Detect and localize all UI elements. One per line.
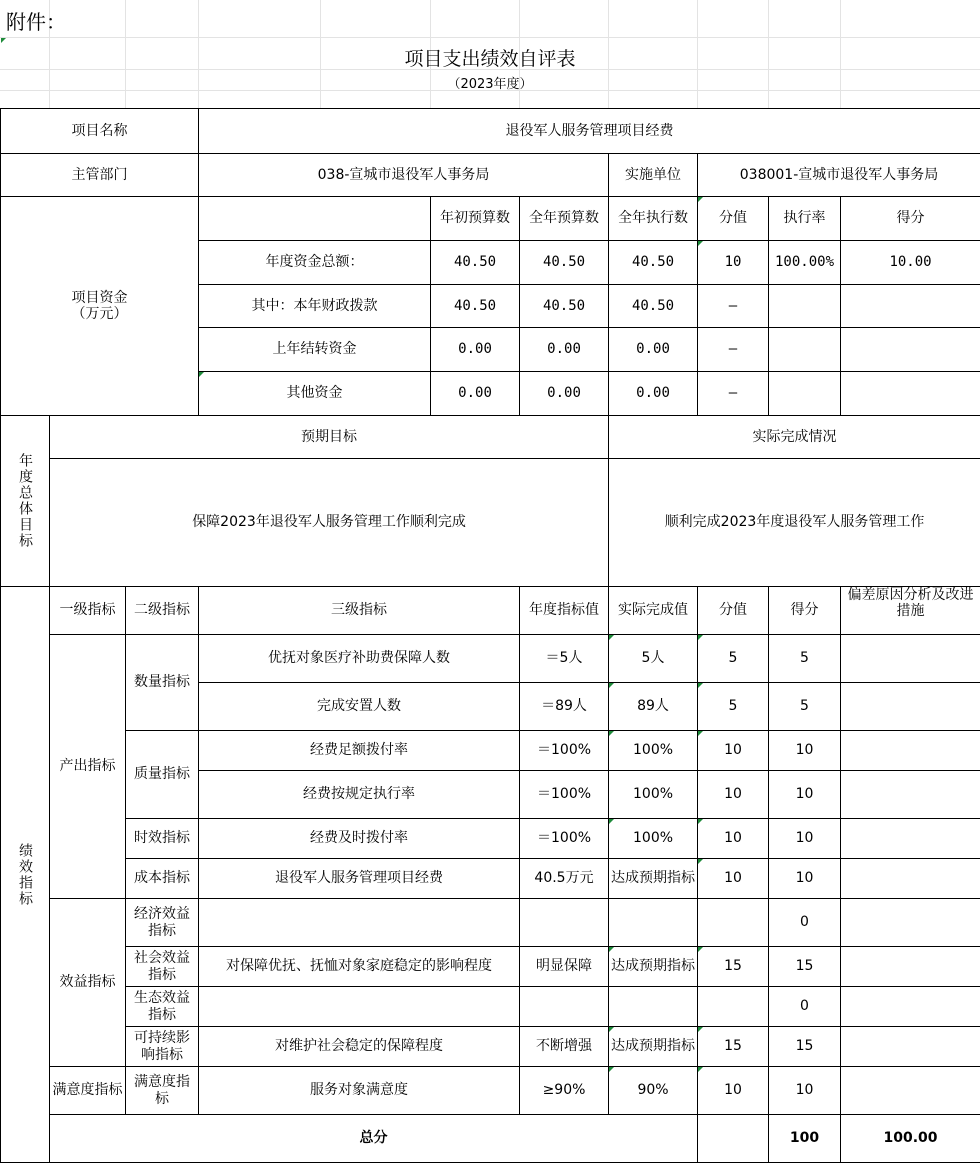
funds-executed[interactable]: 40.50: [609, 241, 698, 285]
target-value[interactable]: 不断增强: [520, 1027, 609, 1067]
total-label: 总分: [50, 1115, 698, 1163]
funds-header-row: [1, 197, 980, 241]
dept-label: 主管部门: [1, 154, 199, 197]
score-value[interactable]: 10: [698, 1067, 769, 1115]
funds-annual[interactable]: 0.00: [520, 372, 609, 416]
level2-social: 社会效益指标: [126, 947, 199, 987]
funds-score[interactable]: [841, 285, 980, 328]
score[interactable]: 0: [769, 987, 841, 1027]
page-title: 项目支出绩效自评表: [404, 48, 576, 70]
funds-score[interactable]: [841, 328, 980, 372]
level2-timeliness: 时效指标: [126, 819, 199, 859]
deviation-note[interactable]: [841, 771, 980, 819]
deviation-note[interactable]: [841, 731, 980, 771]
header-target: 年度指标值: [520, 587, 609, 635]
level1-output: 产出指标: [50, 635, 126, 899]
cell-marker-icon: [698, 731, 703, 736]
funds-initial[interactable]: 0.00: [431, 328, 520, 372]
level3-text[interactable]: 退役军人服务管理项目经费: [199, 859, 520, 899]
score[interactable]: 10: [769, 819, 841, 859]
indicator-row: [1, 899, 980, 947]
level2-sustainable: 可持续影响指标: [126, 1027, 199, 1067]
indicator-row: [1, 635, 980, 683]
project-name-label: 项目名称: [1, 109, 199, 154]
col-header-rate: 执行率: [769, 197, 841, 241]
score[interactable]: 15: [769, 947, 841, 987]
funds-score-value[interactable]: —: [698, 285, 769, 328]
deviation-note[interactable]: [841, 987, 980, 1027]
level3-text[interactable]: 对保障优抚、抚恤对象家庭稳定的影响程度: [199, 947, 520, 987]
cell-marker-icon: [698, 859, 703, 864]
dept-value[interactable]: 038-宣城市退役军人事务局: [199, 154, 609, 197]
actual-goal-header: 实际完成情况: [609, 416, 980, 459]
gridline: [0, 37, 980, 38]
funds-row-label: 其中：本年财政拨款: [199, 285, 431, 328]
score[interactable]: 0: [769, 899, 841, 947]
actual-value[interactable]: 100%: [609, 731, 698, 771]
score-value[interactable]: 10: [698, 771, 769, 819]
funds-executed[interactable]: 40.50: [609, 285, 698, 328]
level2-cost: 成本指标: [126, 859, 199, 899]
target-value[interactable]: ＝100%: [520, 731, 609, 771]
indicator-row: [1, 1067, 980, 1115]
funds-rate[interactable]: [769, 328, 841, 372]
score[interactable]: 15: [769, 1027, 841, 1067]
funds-row-label: 其他资金: [199, 372, 431, 416]
evaluation-table: [0, 108, 980, 1163]
level1-benefit: 效益指标: [50, 899, 126, 1067]
funds-initial[interactable]: 40.50: [431, 285, 520, 328]
cell-marker-icon: [609, 731, 614, 736]
target-value[interactable]: 明显保障: [520, 947, 609, 987]
header-level3: 三级指标: [199, 587, 520, 635]
cell-marker-icon: [698, 947, 703, 952]
score[interactable]: 5: [769, 683, 841, 731]
cell-marker-icon: [698, 241, 703, 246]
actual-value[interactable]: 89人: [609, 683, 698, 731]
actual-value[interactable]: 90%: [609, 1067, 698, 1115]
score-value[interactable]: [698, 987, 769, 1027]
indicator-row: [1, 819, 980, 859]
level3-text[interactable]: [199, 987, 520, 1027]
impl-value[interactable]: 038001-宣城市退役军人事务局: [698, 154, 980, 197]
cell-marker-icon: [698, 683, 703, 688]
score[interactable]: 10: [769, 771, 841, 819]
score[interactable]: 10: [769, 1067, 841, 1115]
col-header-executed: 全年执行数: [609, 197, 698, 241]
score-value[interactable]: 5: [698, 635, 769, 683]
goals-side-label: 年度总体目标: [1, 416, 50, 587]
cell-marker-icon: [1, 38, 6, 43]
actual-goal[interactable]: 顺利完成2023年度退役军人服务管理工作: [609, 459, 980, 587]
actual-value[interactable]: 5人: [609, 635, 698, 683]
actual-value[interactable]: 达成预期指标: [609, 947, 698, 987]
level3-text[interactable]: 优抚对象医疗补助费保障人数: [199, 635, 520, 683]
actual-value[interactable]: 达成预期指标: [609, 859, 698, 899]
level1-satisfaction: 满意度指标: [50, 1067, 126, 1115]
project-name-value[interactable]: 退役军人服务管理项目经费: [199, 109, 980, 154]
total-score[interactable]: 100.00: [841, 1115, 980, 1163]
deviation-note[interactable]: [841, 635, 980, 683]
indicator-row: [1, 1027, 980, 1067]
funds-score-value[interactable]: 10: [698, 241, 769, 285]
score[interactable]: 10: [769, 731, 841, 771]
deviation-note[interactable]: [841, 947, 980, 987]
score-value[interactable]: 15: [698, 947, 769, 987]
total-value[interactable]: 100: [769, 1115, 841, 1163]
actual-value[interactable]: [609, 899, 698, 947]
deviation-note[interactable]: [841, 683, 980, 731]
cell-marker-icon: [609, 635, 614, 640]
funds-score[interactable]: [841, 372, 980, 416]
cell-marker-icon: [609, 683, 614, 688]
score-value[interactable]: 10: [698, 731, 769, 771]
indicators-side-label: 绩效指标: [1, 587, 50, 1163]
funds-annual[interactable]: 40.50: [520, 241, 609, 285]
header-actual: 实际完成值: [609, 587, 698, 635]
deviation-note[interactable]: [841, 819, 980, 859]
deviation-note[interactable]: [841, 859, 980, 899]
cell-marker-icon: [199, 372, 204, 377]
funds-executed[interactable]: 0.00: [609, 328, 698, 372]
cell-marker-icon: [698, 197, 703, 202]
target-value[interactable]: 40.5万元: [520, 859, 609, 899]
funds-score-value[interactable]: —: [698, 328, 769, 372]
cell-marker-icon: [698, 635, 703, 640]
level3-text[interactable]: 对维护社会稳定的保障程度: [199, 1027, 520, 1067]
level2-satisfaction: 满意度指标: [126, 1067, 199, 1115]
funds-score-value[interactable]: —: [698, 372, 769, 416]
page-subtitle: （2023年度）: [447, 77, 533, 92]
attachment-label: 附件：: [6, 10, 66, 34]
level3-text[interactable]: 服务对象满意度: [199, 1067, 520, 1115]
funds-executed[interactable]: 0.00: [609, 372, 698, 416]
target-value[interactable]: [520, 987, 609, 1027]
expected-goal[interactable]: 保障2023年退役军人服务管理工作顺利完成: [50, 459, 609, 587]
expected-goal-header: 预期目标: [50, 416, 609, 459]
cell-marker-icon: [609, 1067, 614, 1072]
funds-annual[interactable]: 40.50: [520, 285, 609, 328]
level3-text[interactable]: 经费及时拨付率: [199, 819, 520, 859]
header-level2: 二级指标: [126, 587, 199, 635]
score-value[interactable]: [698, 899, 769, 947]
level3-text[interactable]: [199, 899, 520, 947]
sheet-header-area: [0, 0, 980, 108]
level3-text[interactable]: 完成安置人数: [199, 683, 520, 731]
col-header-score: 得分: [841, 197, 980, 241]
level2-quantity: 数量指标: [126, 635, 199, 731]
funds-annual[interactable]: 0.00: [520, 328, 609, 372]
indicator-row: [1, 859, 980, 899]
score-value[interactable]: 15: [698, 1027, 769, 1067]
deviation-note[interactable]: [841, 1027, 980, 1067]
header-deviation: 偏差原因分析及改进措施: [841, 587, 980, 635]
deviation-note[interactable]: [841, 899, 980, 947]
cell-marker-icon: [698, 1027, 703, 1032]
col-header-initial: 年初预算数: [431, 197, 520, 241]
goals-header-row: [1, 416, 980, 459]
indicator-header-row: [1, 587, 980, 635]
col-header-score-value: 分值: [698, 197, 769, 241]
target-value[interactable]: [520, 899, 609, 947]
funds-rate[interactable]: [769, 372, 841, 416]
score-value[interactable]: 10: [698, 859, 769, 899]
level2-ecological: 生态效益指标: [126, 987, 199, 1027]
score[interactable]: 10: [769, 859, 841, 899]
funds-row-label: 上年结转资金: [199, 328, 431, 372]
score[interactable]: 5: [769, 635, 841, 683]
cell-marker-icon: [609, 819, 614, 824]
target-value[interactable]: ＝89人: [520, 683, 609, 731]
funds-blank-cell[interactable]: [199, 197, 431, 241]
actual-value[interactable]: [609, 987, 698, 1027]
actual-value[interactable]: 100%: [609, 771, 698, 819]
actual-value[interactable]: 达成预期指标: [609, 1027, 698, 1067]
impl-label: 实施单位: [609, 154, 698, 197]
cell-marker-icon: [698, 1067, 703, 1072]
target-value[interactable]: ≥90%: [520, 1067, 609, 1115]
funds-score[interactable]: 10.00: [841, 241, 980, 285]
cell-marker-icon: [698, 819, 703, 824]
funds-rate[interactable]: [769, 285, 841, 328]
actual-value[interactable]: 100%: [609, 819, 698, 859]
deviation-note[interactable]: [841, 1067, 980, 1115]
total-row: [1, 1115, 980, 1163]
funds-initial[interactable]: 40.50: [431, 241, 520, 285]
funds-rate[interactable]: 100.00%: [769, 241, 841, 285]
col-header-annual: 全年预算数: [520, 197, 609, 241]
total-blank[interactable]: [698, 1115, 769, 1163]
funds-row-label: 年度资金总额：: [199, 241, 431, 285]
header-score: 得分: [769, 587, 841, 635]
score-value[interactable]: 5: [698, 683, 769, 731]
indicator-row: [1, 731, 980, 771]
level2-quality: 质量指标: [126, 731, 199, 819]
target-value[interactable]: ＝5人: [520, 635, 609, 683]
score-value[interactable]: 10: [698, 819, 769, 859]
department-row: [1, 154, 980, 197]
target-value[interactable]: ＝100%: [520, 771, 609, 819]
funds-initial[interactable]: 0.00: [431, 372, 520, 416]
level3-text[interactable]: 经费足额拨付率: [199, 731, 520, 771]
header-value: 分值: [698, 587, 769, 635]
cell-marker-icon: [609, 947, 614, 952]
goals-row: [1, 459, 980, 587]
project-name-row: [1, 109, 980, 154]
funds-label: 项目资金 （万元）: [1, 197, 199, 416]
level3-text[interactable]: 经费按规定执行率: [199, 771, 520, 819]
target-value[interactable]: ＝100%: [520, 819, 609, 859]
level2-economic: 经济效益指标: [126, 899, 199, 947]
cell-marker-icon: [609, 1027, 614, 1032]
indicator-row: [1, 987, 980, 1027]
header-level1: 一级指标: [50, 587, 126, 635]
indicator-row: [1, 947, 980, 987]
